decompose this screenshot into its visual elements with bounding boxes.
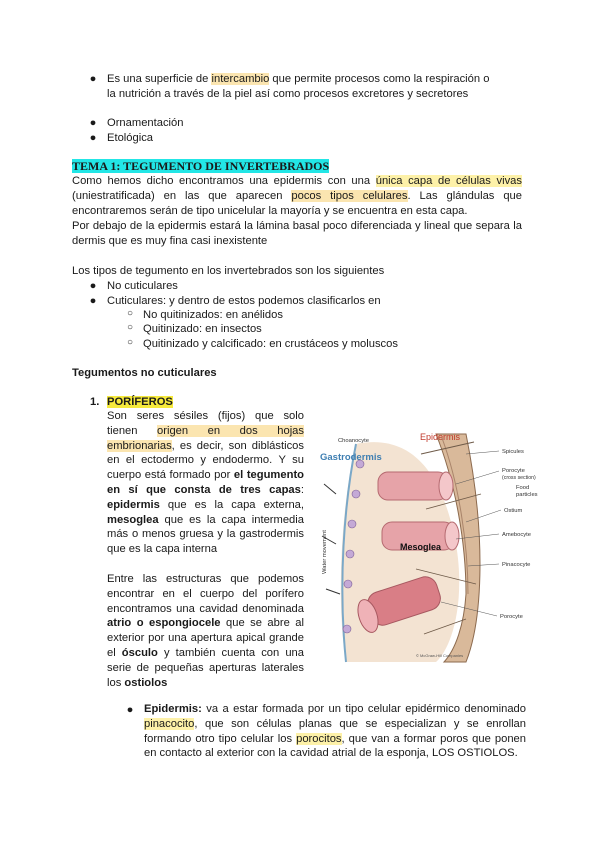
poriferos-number: 1. [90, 396, 100, 408]
bullet-circle: ○ [126, 308, 134, 319]
label-gastrodermis: Gastrodermis [320, 452, 382, 463]
label-epidermis: Epidermis [420, 432, 461, 442]
tipo-cuticulares: Cuticulares: y dentro de estos podemos clasificarlos en [107, 295, 381, 307]
epidermis-bullet-text: Epidermis: va a estar formada por un tipo celular epidérmico denominado pinacocito, que son células planas que se especializan y se enrollan formando otro tipo celular los porocitos, que van a formar poros que ponen en contacto al exterior con la cavidad atrial de la esponja, LOS OSTIOLOS. [144, 703, 526, 760]
label-water-movement: Water movement [322, 530, 328, 574]
tema-paragraph-1: Como hemos dicho encontramos una epidermis con una única capa de células vivas (uniestratificada) en las que aparecen pocos tipos celulares. Las glándulas que encontraremos serán de tipo unicelular la mayoría y se encuentra en esta capa. [72, 175, 522, 217]
bullet-circle: ○ [126, 322, 134, 333]
section-heading-tema: TEMA 1: TEGUMENTO DE INVERTEBRADOS [72, 159, 330, 173]
intro-bullet-2: Ornamentación [107, 117, 184, 129]
bullet-dot: ● [126, 704, 134, 716]
sponge-body-wall-diagram [316, 424, 548, 664]
intro-bullet-1-line2: la nutrición a través de la piel así como procesos excretores y secretores [107, 88, 469, 100]
label-cross-section: (cross section) [502, 475, 536, 481]
bullet-dot: ● [89, 132, 97, 144]
label-food: Food [516, 485, 530, 491]
intro-bullet-1-line1: Es una superficie de intercambio que permite procesos como la respiración o [107, 73, 490, 85]
label-particles: particles [516, 492, 538, 498]
sub-no-quitinizados: No quitinizados: en anélidos [143, 309, 283, 321]
label-credit: © McGraw-Hill Companies [416, 653, 464, 658]
tema-paragraph-2: Por debajo de la epidermis estará la lámina basal poco diferenciada y lineal que separa la dermis que es muy fina casi inexistente [72, 220, 522, 247]
label-porocyte: Porocyte [500, 614, 523, 620]
poriferos-title: PORÍFEROS [107, 396, 173, 408]
label-ostium: Ostium [504, 508, 523, 514]
section-heading-no-cuticulares: Tegumentos no cuticulares [72, 367, 217, 379]
porocyte-tube-upper [378, 472, 453, 500]
tipo-no-cuticulares: No cuticulares [107, 280, 178, 292]
sub-quitinizado: Quitinizado: en insectos [143, 323, 262, 335]
label-porocyte-cs: Porocyte [502, 468, 525, 474]
bullet-dot: ● [89, 280, 97, 292]
bullet-dot: ● [89, 117, 97, 129]
label-mesoglea: Mesoglea [400, 542, 442, 552]
intro-bullet-3: Etológica [107, 132, 154, 144]
poriferos-paragraph-2: Entre las estructuras que podemos encontrar en el cuerpo del porífero encontramos una cavidad denominada atrio o espongiocele que se abre al exterior por una apertura apical grande el ósculo y también cuenta con una serie de pequeñas aperturas laterales los ostiolos [107, 573, 305, 689]
bullet-circle: ○ [126, 337, 134, 348]
label-choanocyte: Choanocyte [338, 438, 369, 444]
tipos-intro: Los tipos de tegumento en los invertebrados son los siguientes [72, 265, 385, 277]
sub-quitinizado-calcificado: Quitinizado y calcificado: en crustáceos y moluscos [143, 338, 398, 350]
label-spicules: Spicules [502, 449, 524, 455]
bullet-dot: ● [89, 73, 97, 85]
bullet-dot: ● [89, 295, 97, 307]
label-pinacocyte: Pinacocyte [502, 562, 531, 568]
label-amebocyte: Amebocyte [502, 532, 531, 538]
poriferos-paragraph-1: Son seres sésiles (fijos) que solo tienen origen en dos hojas embrionarias, es decir, son diblásticos en el ectodermo y endodermo. Y su cuerpo está formado por el tegumento en sí que consta de tres capas: epidermis que es la capa externa, mesoglea que es la capa intermedia más o menos gruesa y la gastrodermis que es la capa interna [107, 410, 304, 556]
